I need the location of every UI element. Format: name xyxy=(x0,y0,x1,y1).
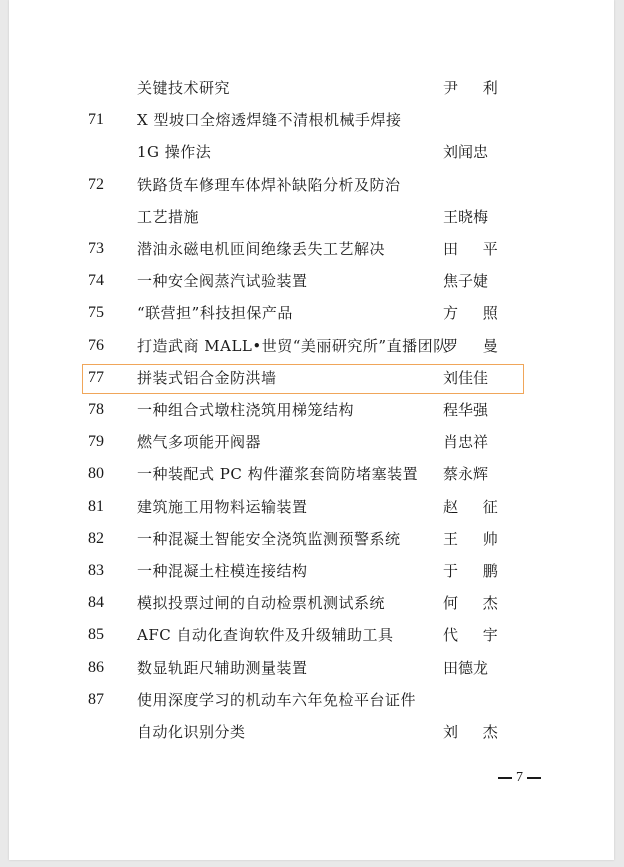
entry-number: 72 xyxy=(88,175,104,193)
entry-author: 代 宇 xyxy=(443,626,508,645)
entry-title: 燃气多项能开阀器 xyxy=(137,433,262,452)
entry-title: “联营担”科技担保产品 xyxy=(137,304,293,323)
entry-row xyxy=(9,72,614,104)
entry-title: 模拟投票过闸的自动检票机测试系统 xyxy=(137,594,386,613)
entry-title: 拼装式铝合金防洪墙 xyxy=(137,368,277,387)
entry-row xyxy=(9,652,614,684)
entry-number: 78 xyxy=(88,401,104,418)
entry-author: 程华强 xyxy=(443,401,489,419)
entry-title: 一种装配式 PC 构件灌浆套筒防堵塞装置 xyxy=(137,465,419,484)
page-footer xyxy=(494,770,545,786)
entry-title: 建筑施工用物料运输装置 xyxy=(137,497,308,516)
entry-title: 关键技术研究 xyxy=(137,79,231,97)
entry-title: 潜油永磁电机匝间绝缘丢失工艺解决 xyxy=(137,240,386,258)
entry-number: 77 xyxy=(88,368,104,386)
entry-author: 王 帅 xyxy=(443,529,508,548)
entry-author: 王晓梅 xyxy=(443,207,489,226)
entry-title: 铁路货车修理车体焊补缺陷分析及防治 xyxy=(137,175,401,194)
entry-author: 田 平 xyxy=(443,240,508,258)
entry-title: 工艺措施 xyxy=(137,207,200,226)
entry-number: 71 xyxy=(88,111,104,129)
entry-number: 87 xyxy=(88,690,104,708)
entry-title: 使用深度学习的机动车六年免检平台证件 xyxy=(137,690,417,709)
document-page xyxy=(9,0,614,860)
selection-highlight xyxy=(82,364,524,394)
entry-title: X 型坡口全熔透焊缝不清根机械手焊接 xyxy=(137,111,402,130)
entry-number: 76 xyxy=(88,336,104,354)
entry-row xyxy=(9,716,614,748)
entry-row xyxy=(9,587,614,619)
entry-number: 74 xyxy=(88,272,104,290)
entry-title: 一种混凝土柱模连接结构 xyxy=(137,562,308,580)
entry-title: 1G 操作法 xyxy=(137,143,212,162)
entry-row xyxy=(9,169,614,201)
entry-row xyxy=(9,458,614,490)
entry-author: 刘闻忠 xyxy=(443,143,489,162)
entry-number: 80 xyxy=(88,465,104,483)
entry-title: 数显轨距尺辅助测量装置 xyxy=(137,658,308,677)
entry-number: 83 xyxy=(88,562,104,579)
entry-row xyxy=(9,330,614,362)
entry-number: 82 xyxy=(88,529,104,547)
page-number: 7 xyxy=(516,770,523,785)
entry-author: 何 杰 xyxy=(443,594,508,613)
footer-dash-right xyxy=(527,777,541,779)
entry-author: 赵 征 xyxy=(443,497,508,516)
entry-author: 蔡永辉 xyxy=(443,465,489,484)
entry-title: 一种组合式墩柱浇筑用梯笼结构 xyxy=(137,401,355,419)
entry-number: 84 xyxy=(88,594,104,612)
entry-row xyxy=(9,297,614,329)
entry-title: 一种安全阀蒸汽试验装置 xyxy=(137,272,308,291)
entry-row xyxy=(9,104,614,136)
entry-author: 于 鹏 xyxy=(443,562,508,580)
entry-title: 自动化识别分类 xyxy=(137,723,246,741)
entry-author: 焦子婕 xyxy=(443,272,489,291)
entry-number: 75 xyxy=(88,304,104,322)
entry-number: 73 xyxy=(88,240,104,257)
entry-author: 肖忠祥 xyxy=(443,433,489,452)
entry-author: 方 照 xyxy=(443,304,508,323)
entry-title: AFC 自动化查询软件及升级辅助工具 xyxy=(137,626,394,645)
entry-row xyxy=(9,684,614,716)
entry-row xyxy=(9,201,614,233)
entry-number: 86 xyxy=(88,658,104,676)
entry-row xyxy=(9,555,614,587)
entry-title: 一种混凝土智能安全浇筑监测预警系统 xyxy=(137,529,401,548)
entry-author: 刘佳佳 xyxy=(443,368,489,387)
entry-author: 刘 杰 xyxy=(443,723,508,741)
entry-row xyxy=(9,426,614,458)
entry-row xyxy=(9,233,614,265)
entry-row xyxy=(9,491,614,523)
entry-number: 85 xyxy=(88,626,104,644)
entry-author: 尹 利 xyxy=(443,79,508,97)
footer-dash-left xyxy=(498,777,512,779)
entry-row xyxy=(9,523,614,555)
entry-number: 81 xyxy=(88,497,104,515)
entry-row xyxy=(9,136,614,168)
entry-number: 79 xyxy=(88,433,104,451)
entry-row xyxy=(9,265,614,297)
entry-title: 打造武商 MALL•世贸“美丽研究所”直播团队 xyxy=(137,336,449,355)
entry-row xyxy=(9,394,614,426)
entry-author: 罗 曼 xyxy=(443,336,508,355)
entry-author: 田德龙 xyxy=(443,658,489,677)
entry-row xyxy=(9,619,614,651)
